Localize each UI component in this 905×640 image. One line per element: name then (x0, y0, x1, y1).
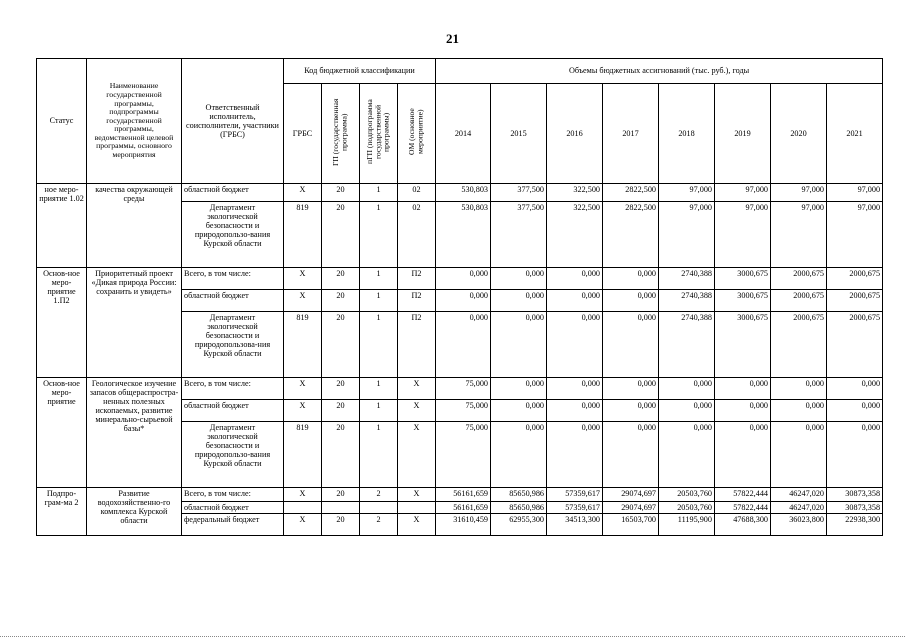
value-cell: 0,000 (603, 290, 659, 312)
value-cell: 0,000 (491, 378, 547, 400)
code-om-cell: X (398, 400, 436, 422)
code-pgp-cell: 1 (360, 184, 398, 202)
value-cell: 0,000 (603, 400, 659, 422)
status-cell: Основ-ное меро-приятие (37, 378, 87, 488)
value-cell: 0,000 (436, 312, 491, 378)
value-cell: 3000,675 (715, 312, 771, 378)
value-cell: 97,000 (715, 184, 771, 202)
header-year: 2014 (436, 84, 491, 184)
code-om-cell: X (398, 422, 436, 488)
value-cell: 2000,675 (771, 268, 827, 290)
value-cell: 0,000 (659, 422, 715, 488)
table-row (37, 488, 883, 502)
value-cell: 0,000 (603, 312, 659, 378)
value-cell: 322,500 (547, 184, 603, 202)
value-cell: 46247,020 (771, 502, 827, 514)
value-cell: 2740,388 (659, 312, 715, 378)
value-cell: 97,000 (827, 202, 883, 268)
value-cell: 0,000 (827, 422, 883, 488)
value-cell: 530,803 (436, 184, 491, 202)
value-cell: 0,000 (771, 400, 827, 422)
value-cell: 0,000 (603, 422, 659, 488)
code-gp-cell (322, 502, 360, 514)
value-cell: 30873,358 (827, 502, 883, 514)
value-cell: 30873,358 (827, 488, 883, 502)
value-cell: 2822,500 (603, 202, 659, 268)
executor-cell: Всего, в том числе: (182, 488, 284, 502)
executor-cell: областной бюджет (182, 400, 284, 422)
value-cell: 2000,675 (771, 312, 827, 378)
value-cell: 57359,617 (547, 502, 603, 514)
value-cell: 0,000 (436, 290, 491, 312)
value-cell: 0,000 (491, 290, 547, 312)
code-om-cell: 02 (398, 184, 436, 202)
executor-cell: областной бюджет (182, 290, 284, 312)
name-cell: Развитие водохозяйственно-го комплекса Курской области (87, 488, 182, 536)
value-cell: 29074,697 (603, 502, 659, 514)
code-om-cell (398, 502, 436, 514)
code-om-cell: X (398, 488, 436, 502)
value-cell: 97,000 (715, 202, 771, 268)
header-year: 2020 (771, 84, 827, 184)
code-grbs-cell (284, 502, 322, 514)
header-code-grbs: ГРБС (284, 84, 322, 184)
value-cell: 75,000 (436, 378, 491, 400)
executor-cell: Департамент экологической безопасности и природопользова-ния Курской области (182, 312, 284, 378)
table-row (37, 378, 883, 400)
value-cell: 47688,300 (715, 514, 771, 536)
executor-cell: Департамент экологической безопасности и природопользо-вания Курской области (182, 202, 284, 268)
status-cell: Подпро-грам-ма 2 (37, 488, 87, 536)
value-cell: 0,000 (771, 422, 827, 488)
value-cell: 2740,388 (659, 290, 715, 312)
name-cell: Приоритетный проект «Дикая природа России: сохранить и увидеть» (87, 268, 182, 378)
code-gp-cell: 20 (322, 488, 360, 502)
value-cell: 97,000 (771, 184, 827, 202)
code-gp-cell: 20 (322, 202, 360, 268)
value-cell: 85650,986 (491, 488, 547, 502)
code-grbs-cell: X (284, 400, 322, 422)
code-gp-cell: 20 (322, 514, 360, 536)
code-gp-cell: 20 (322, 290, 360, 312)
header-status: Статус (37, 59, 87, 184)
header-year: 2021 (827, 84, 883, 184)
value-cell: 322,500 (547, 202, 603, 268)
code-om-cell: П2 (398, 268, 436, 290)
value-cell: 46247,020 (771, 488, 827, 502)
executor-cell: федеральный бюджет (182, 514, 284, 536)
value-cell: 97,000 (827, 184, 883, 202)
code-gp-cell: 20 (322, 312, 360, 378)
header-year: 2016 (547, 84, 603, 184)
code-grbs-cell: X (284, 184, 322, 202)
value-cell: 57359,617 (547, 488, 603, 502)
value-cell: 57822,444 (715, 488, 771, 502)
table-body (37, 184, 883, 536)
value-cell: 2000,675 (827, 312, 883, 378)
code-om-cell: П2 (398, 290, 436, 312)
executor-cell: Департамент экологической безопасности и природопользо-вания Курской области (182, 422, 284, 488)
table-row (37, 268, 883, 290)
header-year: 2018 (659, 84, 715, 184)
header-code-group: Код бюджетной классификации (284, 59, 436, 84)
value-cell: 0,000 (659, 400, 715, 422)
header-code-gp: ГП (государственная программа) (322, 84, 360, 184)
value-cell: 0,000 (491, 400, 547, 422)
executor-cell: областной бюджет (182, 184, 284, 202)
value-cell: 0,000 (547, 400, 603, 422)
code-om-cell: X (398, 378, 436, 400)
name-cell: качества окружающей среды (87, 184, 182, 268)
header-year: 2015 (491, 84, 547, 184)
value-cell: 0,000 (827, 400, 883, 422)
code-pgp-cell: 1 (360, 268, 398, 290)
code-gp-cell: 20 (322, 422, 360, 488)
header-code-pgp: пГП (подпрограмма государственной программы) (360, 84, 398, 184)
value-cell: 0,000 (547, 378, 603, 400)
page-number: 21 (446, 31, 459, 46)
table-row (37, 184, 883, 202)
value-cell: 85650,986 (491, 502, 547, 514)
code-grbs-cell: X (284, 378, 322, 400)
value-cell: 530,803 (436, 202, 491, 268)
code-grbs-cell: X (284, 290, 322, 312)
executor-cell: Всего, в том числе: (182, 378, 284, 400)
value-cell: 20503,760 (659, 502, 715, 514)
footer-divider (0, 636, 905, 637)
value-cell: 0,000 (491, 312, 547, 378)
value-cell: 75,000 (436, 422, 491, 488)
value-cell: 0,000 (547, 312, 603, 378)
value-cell: 0,000 (547, 290, 603, 312)
value-cell: 2000,675 (771, 290, 827, 312)
value-cell: 0,000 (715, 378, 771, 400)
value-cell: 75,000 (436, 400, 491, 422)
code-gp-cell: 20 (322, 184, 360, 202)
value-cell: 0,000 (715, 422, 771, 488)
code-pgp-cell: 1 (360, 378, 398, 400)
code-om-cell: П2 (398, 312, 436, 378)
code-grbs-cell: 819 (284, 312, 322, 378)
value-cell: 0,000 (659, 378, 715, 400)
header-code-om: ОМ (основное мероприятие) (398, 84, 436, 184)
code-gp-cell: 20 (322, 378, 360, 400)
code-pgp-cell: 1 (360, 290, 398, 312)
code-pgp-cell: 1 (360, 400, 398, 422)
code-grbs-cell: X (284, 268, 322, 290)
value-cell: 0,000 (547, 268, 603, 290)
code-pgp-cell: 1 (360, 422, 398, 488)
value-cell: 0,000 (827, 378, 883, 400)
value-cell: 0,000 (491, 422, 547, 488)
code-pgp-cell: 1 (360, 312, 398, 378)
value-cell: 0,000 (436, 268, 491, 290)
header-year: 2017 (603, 84, 659, 184)
value-cell: 97,000 (659, 184, 715, 202)
code-pgp-cell: 1 (360, 202, 398, 268)
value-cell: 2740,388 (659, 268, 715, 290)
value-cell: 97,000 (771, 202, 827, 268)
value-cell: 3000,675 (715, 290, 771, 312)
header-volume-group: Объемы бюджетных ассигнований (тыс. руб.), годы (436, 59, 883, 84)
value-cell: 36023,800 (771, 514, 827, 536)
value-cell: 2000,675 (827, 290, 883, 312)
value-cell: 2000,675 (827, 268, 883, 290)
header-executor: Ответственный исполнитель, соисполнители, участники (ГРБС) (182, 59, 284, 184)
value-cell: 3000,675 (715, 268, 771, 290)
value-cell: 34513,300 (547, 514, 603, 536)
header-year: 2019 (715, 84, 771, 184)
value-cell: 62955,300 (491, 514, 547, 536)
value-cell: 56161,659 (436, 502, 491, 514)
value-cell: 0,000 (771, 378, 827, 400)
code-grbs-cell: 819 (284, 422, 322, 488)
value-cell: 377,500 (491, 202, 547, 268)
code-om-cell: 02 (398, 202, 436, 268)
code-gp-cell: 20 (322, 268, 360, 290)
value-cell: 16503,700 (603, 514, 659, 536)
code-pgp-cell (360, 502, 398, 514)
status-cell: ное меро-приятие 1.02 (37, 184, 87, 268)
code-grbs-cell: 819 (284, 202, 322, 268)
value-cell: 0,000 (603, 268, 659, 290)
value-cell: 0,000 (603, 378, 659, 400)
value-cell: 31610,459 (436, 514, 491, 536)
value-cell: 97,000 (659, 202, 715, 268)
value-cell: 0,000 (547, 422, 603, 488)
value-cell: 56161,659 (436, 488, 491, 502)
executor-cell: областной бюджет (182, 502, 284, 514)
value-cell: 11195,900 (659, 514, 715, 536)
code-om-cell: X (398, 514, 436, 536)
value-cell: 377,500 (491, 184, 547, 202)
code-pgp-cell: 2 (360, 488, 398, 502)
value-cell: 57822,444 (715, 502, 771, 514)
code-grbs-cell: X (284, 514, 322, 536)
value-cell: 22938,300 (827, 514, 883, 536)
value-cell: 20503,760 (659, 488, 715, 502)
status-cell: Основ-ное меро-приятие 1.П2 (37, 268, 87, 378)
name-cell: Геологическое изучение запасов общераспростра-ненных полезных ископаемых, развитие минерально-сырьевой базы* (87, 378, 182, 488)
code-gp-cell: 20 (322, 400, 360, 422)
budget-table (36, 58, 883, 536)
code-grbs-cell: X (284, 488, 322, 502)
value-cell: 0,000 (715, 400, 771, 422)
value-cell: 2822,500 (603, 184, 659, 202)
value-cell: 29074,697 (603, 488, 659, 502)
code-pgp-cell: 2 (360, 514, 398, 536)
value-cell: 0,000 (491, 268, 547, 290)
header-name: Наименование государственной программы, подпрограммы государственной программы, ведомственной целевой программы, основного мероприятия (87, 59, 182, 184)
executor-cell: Всего, в том числе: (182, 268, 284, 290)
table-header (37, 59, 883, 184)
